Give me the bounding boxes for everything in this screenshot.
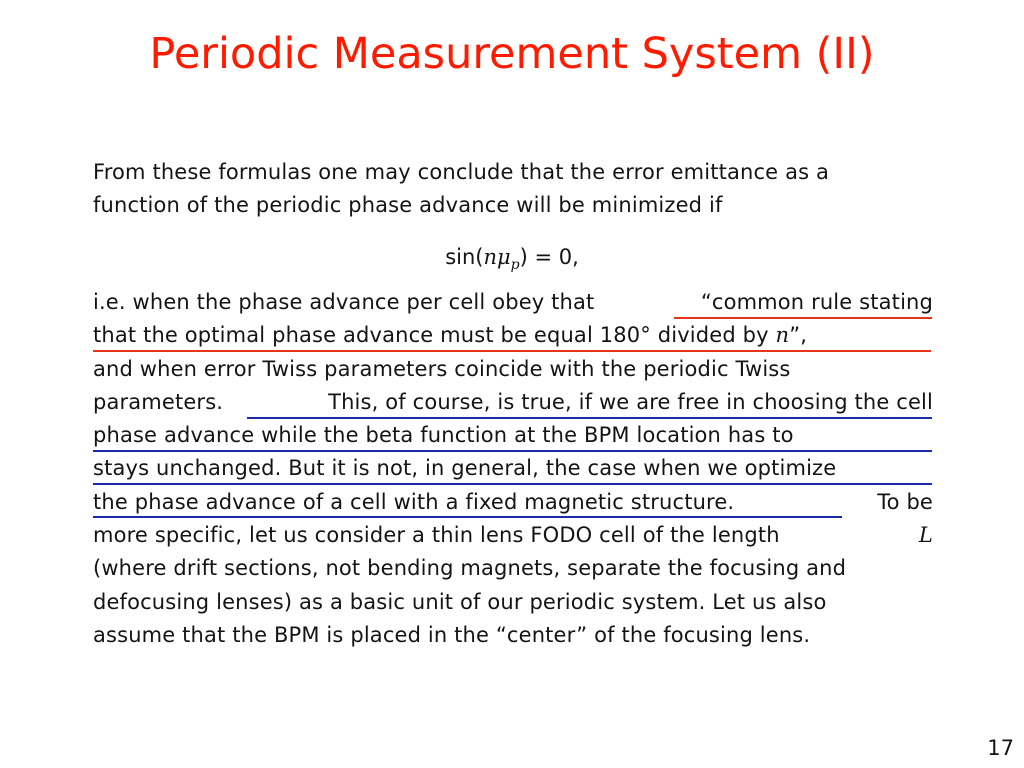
text-line [93, 319, 933, 352]
blue-underline [93, 516, 842, 518]
formula-var-mu: μ [497, 245, 511, 269]
text-segment-underlined-blue: stays unchanged. But it is not, in general, the case when we optimize [93, 456, 837, 481]
text-segment-underlined-blue: This, of course, is true, if we are free in choosing the cell [328, 389, 933, 414]
intro-paragraph [93, 156, 933, 223]
formula-rest: ) = 0, [519, 245, 579, 269]
formula-subscript-p: p [510, 257, 520, 274]
text-segment-underlined-red: that the optimal phase advance must be equal 180° divided by [93, 323, 776, 348]
text-line [93, 586, 933, 619]
text-line [93, 353, 933, 386]
page-number: 17 [987, 736, 1014, 760]
blue-underline [247, 417, 932, 419]
text-line [93, 552, 933, 585]
blue-underline [93, 450, 932, 452]
text-line [93, 419, 933, 452]
text-segment: assume that the BPM is placed in the “center” of the focusing lens. [93, 622, 811, 647]
text-line [93, 619, 933, 652]
text-line [93, 386, 933, 419]
text-segment: (where drift sections, not bending magnets, separate the focusing and [93, 556, 847, 581]
text-segment-underlined-red: “common rule stating [700, 290, 933, 314]
text-line [93, 486, 933, 519]
formula-func: sin( [445, 245, 484, 269]
blue-underline [93, 483, 932, 485]
red-underline [93, 350, 931, 352]
text-segment-underlined-blue: the phase advance of a cell with a fixed magnetic structure. [93, 489, 735, 514]
text-line: function of the periodic phase advance will be minimized if [93, 193, 723, 218]
text-segment: defocusing lenses) as a basic unit of our periodic system. Let us also [93, 589, 827, 614]
text-segment-underlined-red: ”, [789, 323, 808, 348]
text-line [93, 519, 933, 552]
math-L: L [918, 523, 933, 548]
text-segment: and when error Twiss parameters coincide with the periodic Twiss [93, 356, 791, 381]
text-segment-underlined-blue: phase advance while the beta function at the BPM location has to [93, 423, 794, 448]
text-segment: more specific, let us consider a thin lens FODO cell of the length [93, 523, 787, 548]
main-paragraph [93, 286, 933, 652]
red-underline [674, 317, 932, 319]
formula [0, 242, 1024, 280]
math-n: n [775, 323, 790, 348]
formula-var-n: n [483, 245, 497, 269]
slide-title: Periodic Measurement System (II) [149, 29, 875, 79]
text-line: From these formulas one may conclude that the error emittance as a [93, 160, 830, 184]
text-segment: To be [870, 489, 933, 514]
text-segment: parameters. [93, 389, 230, 414]
text-segment: i.e. when the phase advance per cell obey that [93, 290, 602, 314]
text-line [93, 286, 933, 319]
text-segment [93, 319, 807, 352]
text-line [93, 452, 933, 485]
